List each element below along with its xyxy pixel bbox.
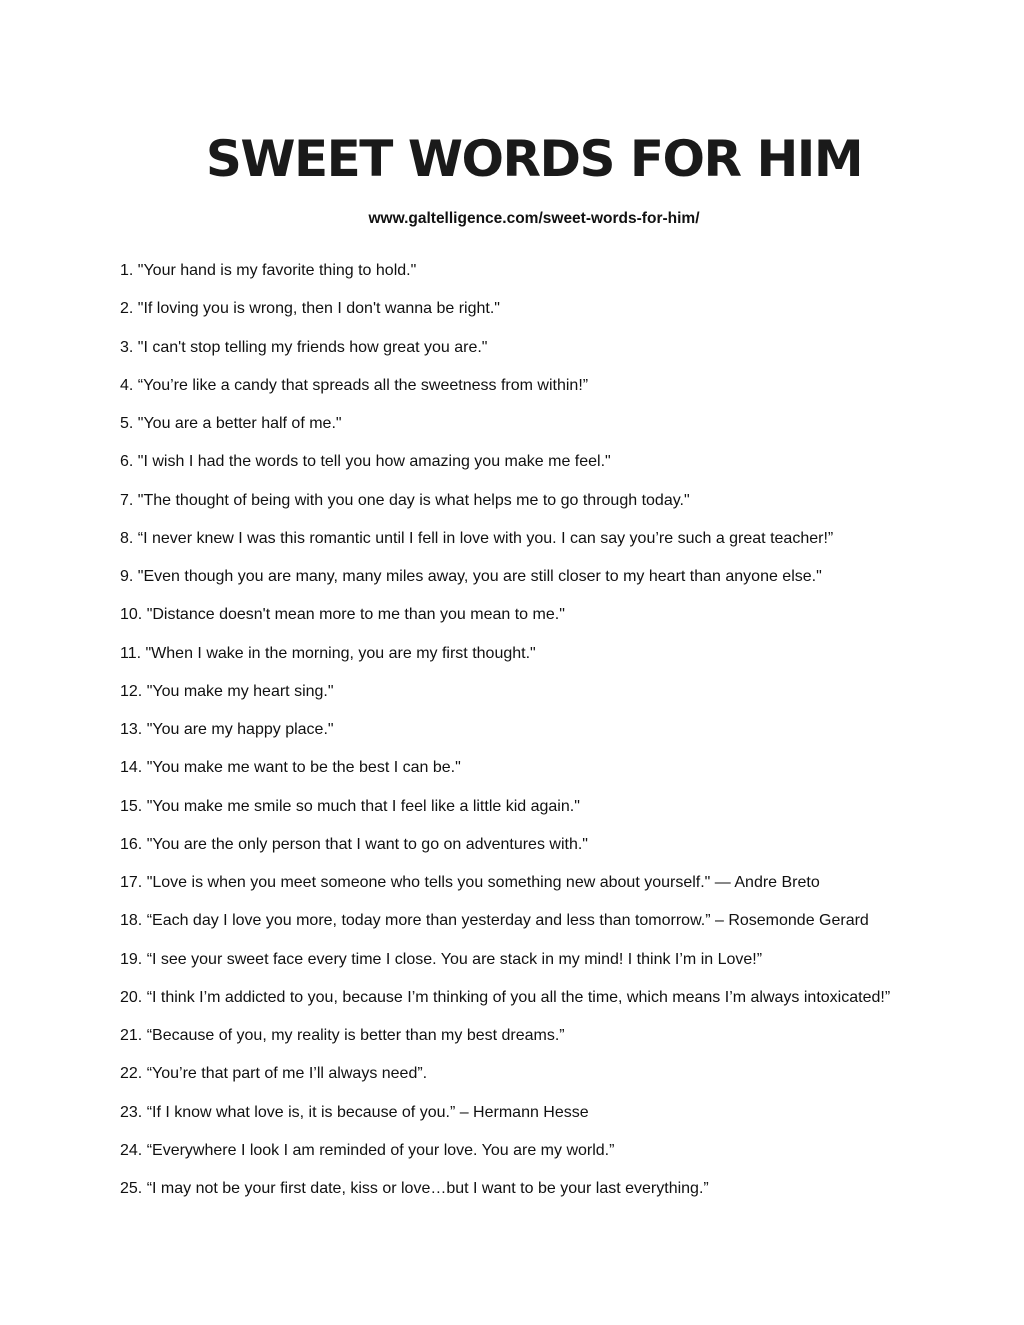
list-item xyxy=(120,565,1010,603)
list-item xyxy=(120,1177,1010,1215)
list-item xyxy=(120,986,1010,1024)
list-item xyxy=(120,948,1010,986)
list-item xyxy=(120,297,1010,335)
quote-text: 13. "You are my happy place." xyxy=(120,721,334,738)
list-item xyxy=(120,909,1010,947)
list-item xyxy=(120,1139,1010,1177)
list-item xyxy=(120,1024,1010,1062)
quote-text: 15. "You make me smile so much that I feel like a little kid again." xyxy=(120,797,580,815)
list-item xyxy=(120,450,1010,488)
quote-text: 3. "I can't stop telling my friends how great you are." xyxy=(120,338,488,356)
list-item xyxy=(120,718,1010,756)
quote-text: 19. “I see your sweet face every time I close. You are stack in my mind! I think I’m in Love!” xyxy=(120,950,763,968)
quote-text: 2. "If loving you is wrong, then I don't wanna be right." xyxy=(120,300,500,318)
quote-text: 9. "Even though you are many, many miles away, you are still closer to my heart than anyone else." xyxy=(120,568,822,585)
quote-text: 22. “You’re that part of me I’ll always need”. xyxy=(120,1065,428,1083)
quote-text: 23. “If I know what love is, it is because of you.” – Hermann Hesse xyxy=(120,1103,589,1121)
quote-text: 1. "Your hand is my favorite thing to hold." xyxy=(120,262,417,279)
list-item xyxy=(120,680,1010,718)
quote-text: 14. "You make me want to be the best I can be." xyxy=(120,759,461,777)
quote-list xyxy=(120,259,1010,1215)
quote-text: 4. “You’re like a candy that spreads all the sweetness from within!” xyxy=(120,376,589,394)
quote-text: 11. "When I wake in the morning, you are my first thought." xyxy=(120,644,536,662)
quote-text: 16. "You are the only person that I want to go on adventures with." xyxy=(120,835,588,853)
list-item xyxy=(120,603,1010,641)
list-item xyxy=(120,871,1010,909)
quote-text: 25. “I may not be your first date, kiss or love…but I want to be your last everything.” xyxy=(120,1180,709,1197)
quote-text: 18. “Each day I love you more, today more than yesterday and less than tomorrow.” – Rosemonde Gerard xyxy=(120,912,869,930)
list-item xyxy=(120,259,1010,297)
list-item xyxy=(120,833,1010,871)
source-url: www.galtelligence.com/sweet-words-for-him/ xyxy=(368,210,700,227)
list-item xyxy=(120,795,1010,833)
list-item xyxy=(120,642,1010,680)
list-item xyxy=(120,489,1010,527)
quote-text: 21. “Because of you, my reality is better than my best dreams.” xyxy=(120,1027,565,1044)
list-item xyxy=(120,336,1010,374)
list-item xyxy=(120,756,1010,794)
list-item xyxy=(120,374,1010,412)
quote-text: 17. "Love is when you meet someone who tells you something new about yourself." — Andre Breto xyxy=(120,874,820,891)
quote-text: 5. "You are a better half of me." xyxy=(120,415,342,432)
list-item xyxy=(120,1101,1010,1139)
list-item xyxy=(120,527,1010,565)
quote-text: 8. “I never knew I was this romantic until I fell in love with you. I can say you’re such a great teacher!” xyxy=(120,529,834,547)
quote-text: 10. "Distance doesn't mean more to me than you mean to me." xyxy=(120,606,565,624)
page-title: SWEET WORDS FOR HIM xyxy=(205,130,863,188)
list-item xyxy=(120,412,1010,450)
list-item xyxy=(120,1062,1010,1100)
quote-text: 20. “I think I’m addicted to you, because I’m thinking of you all the time, which means I’m always intoxicated!” xyxy=(120,988,891,1006)
quote-text: 24. “Everywhere I look I am reminded of your love. You are my world.” xyxy=(120,1141,615,1159)
quote-text: 12. "You make my heart sing." xyxy=(120,682,334,700)
quote-text: 6. "I wish I had the words to tell you how amazing you make me feel." xyxy=(120,453,611,471)
quote-text: 7. "The thought of being with you one day is what helps me to go through today." xyxy=(120,491,690,509)
